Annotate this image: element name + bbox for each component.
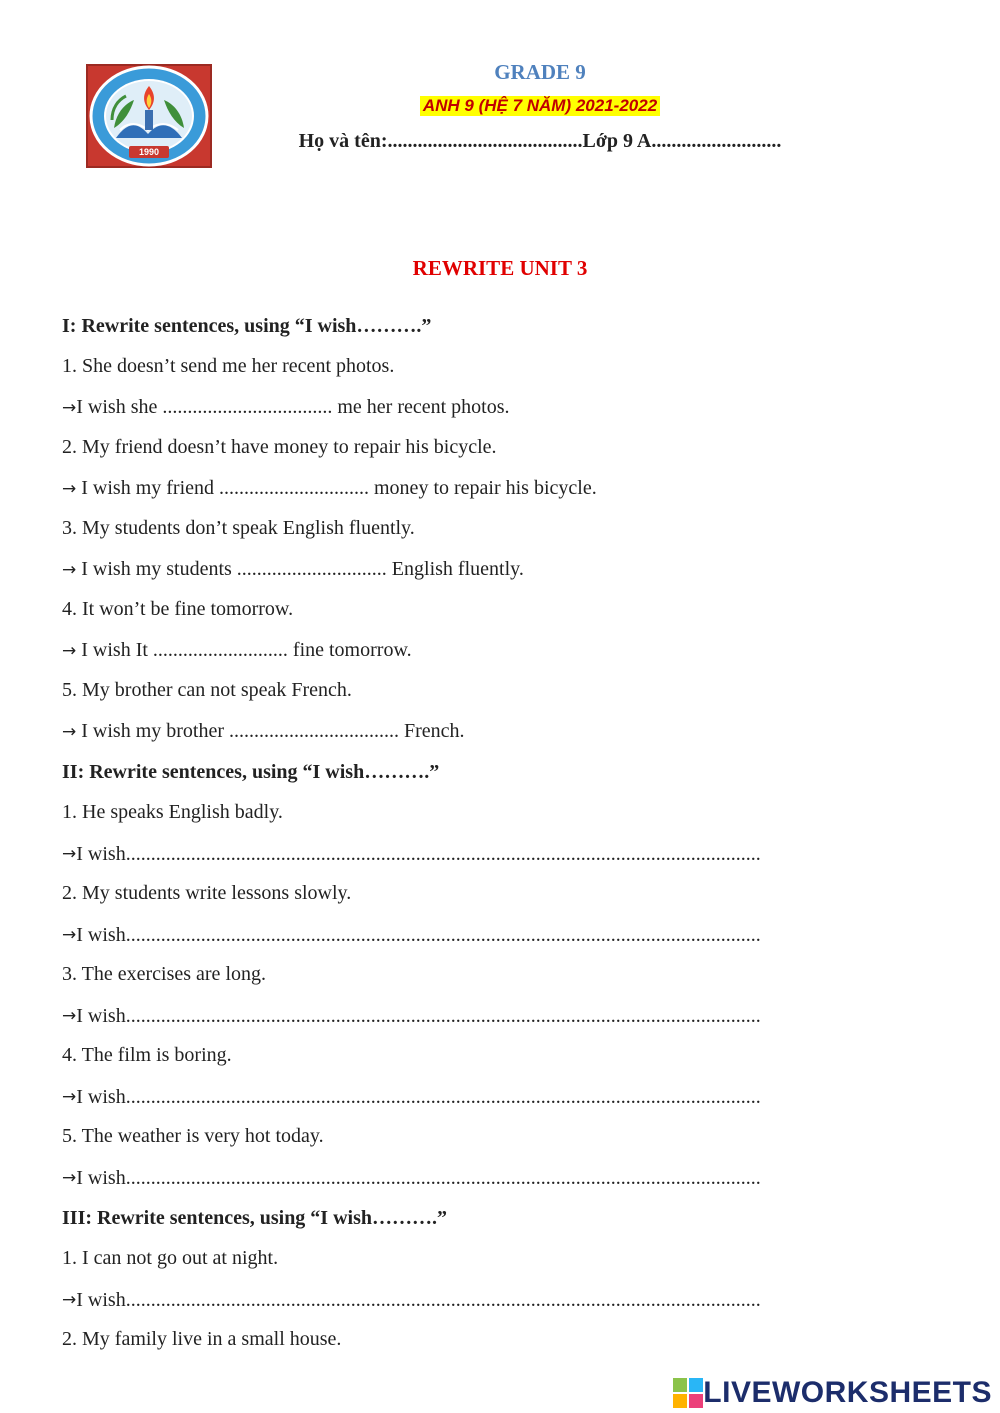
question: 5. My brother can not speak French. [62,679,352,701]
answer-text: I wish............................................................................................................................... [76,924,761,946]
liveworksheets-watermark [673,1375,992,1411]
worksheet-title: REWRITE UNIT 3 [412,256,588,280]
liveworksheets-logo-icon [673,1378,703,1408]
answer-line[interactable] [62,922,834,947]
arrow-icon: → [62,722,77,742]
question: 3. The exercises are long. [62,963,266,985]
answer-line[interactable] [62,1003,834,1028]
arrow-icon: → [62,1006,77,1026]
arrow-icon: → [62,641,77,661]
answer-line[interactable] [62,395,510,420]
section-heading: I: Rewrite sentences, using “I wish……….” [62,315,432,337]
question: 3. My students don’t speak English fluently. [62,517,415,539]
answer-text: I wish............................................................................................................................... [76,1005,761,1027]
answer-line[interactable] [62,1165,834,1190]
arrow-icon: → [62,560,77,580]
answer-line[interactable] [62,719,465,744]
answer-text: I wish............................................................................................................................... [76,1086,761,1108]
answer-text: I wish............................................................................................................................... [76,1167,761,1189]
grade-heading: GRADE 9 [494,60,586,84]
answer-text: I wish............................................................................................................................... [76,843,761,865]
question: 2. My family live in a small house. [62,1328,342,1350]
question: 1. I can not go out at night. [62,1247,279,1269]
question: 2. My friend doesn’t have money to repair his bicycle. [62,436,497,458]
question: 5. The weather is very hot today. [62,1125,324,1147]
answer-text: I wish............................................................................................................................... [76,1289,761,1311]
answer-line[interactable] [62,1084,834,1109]
answer-line[interactable] [62,841,834,866]
question: 4. It won’t be fine tomorrow. [62,598,294,620]
arrow-icon: → [62,398,77,418]
arrow-icon: → [62,1290,77,1310]
answer-text: I wish she .................................. me her recent photos. [76,396,510,418]
answer-line[interactable] [62,476,597,501]
question: 1. He speaks English badly. [62,801,283,823]
arrow-icon: → [62,1087,77,1107]
course-subtitle: ANH 9 (HỆ 7 NĂM) 2021-2022 [420,96,660,116]
answer-text: I wish my students .............................. English fluently. [76,558,524,580]
answer-text: I wish my friend .............................. money to repair his bicycle. [76,477,597,499]
answer-text: I wish my brother .................................. French. [76,720,465,742]
logo-year: 1990 [138,147,160,157]
arrow-icon: → [62,844,77,864]
arrow-icon: → [62,925,77,945]
section-heading: II: Rewrite sentences, using “I wish……….” [62,761,440,783]
answer-line[interactable] [62,1287,834,1312]
question: 4. The film is boring. [62,1044,232,1066]
watermark-text: LIVEWORKSHEETS [703,1376,992,1409]
arrow-icon: → [62,479,77,499]
answer-line[interactable] [62,638,412,663]
arrow-icon: → [62,1168,77,1188]
subtitle-container [40,96,1000,116]
question: 1. She doesn’t send me her recent photos. [62,355,395,377]
student-name-class-line: Họ và tên:.......................................Lớp 9 A.......................... [298,130,782,152]
answer-text: I wish It ........................... fine tomorrow. [76,639,412,661]
section-heading: III: Rewrite sentences, using “I wish……….” [62,1207,447,1229]
answer-line[interactable] [62,557,524,582]
question: 2. My students write lessons slowly. [62,882,352,904]
